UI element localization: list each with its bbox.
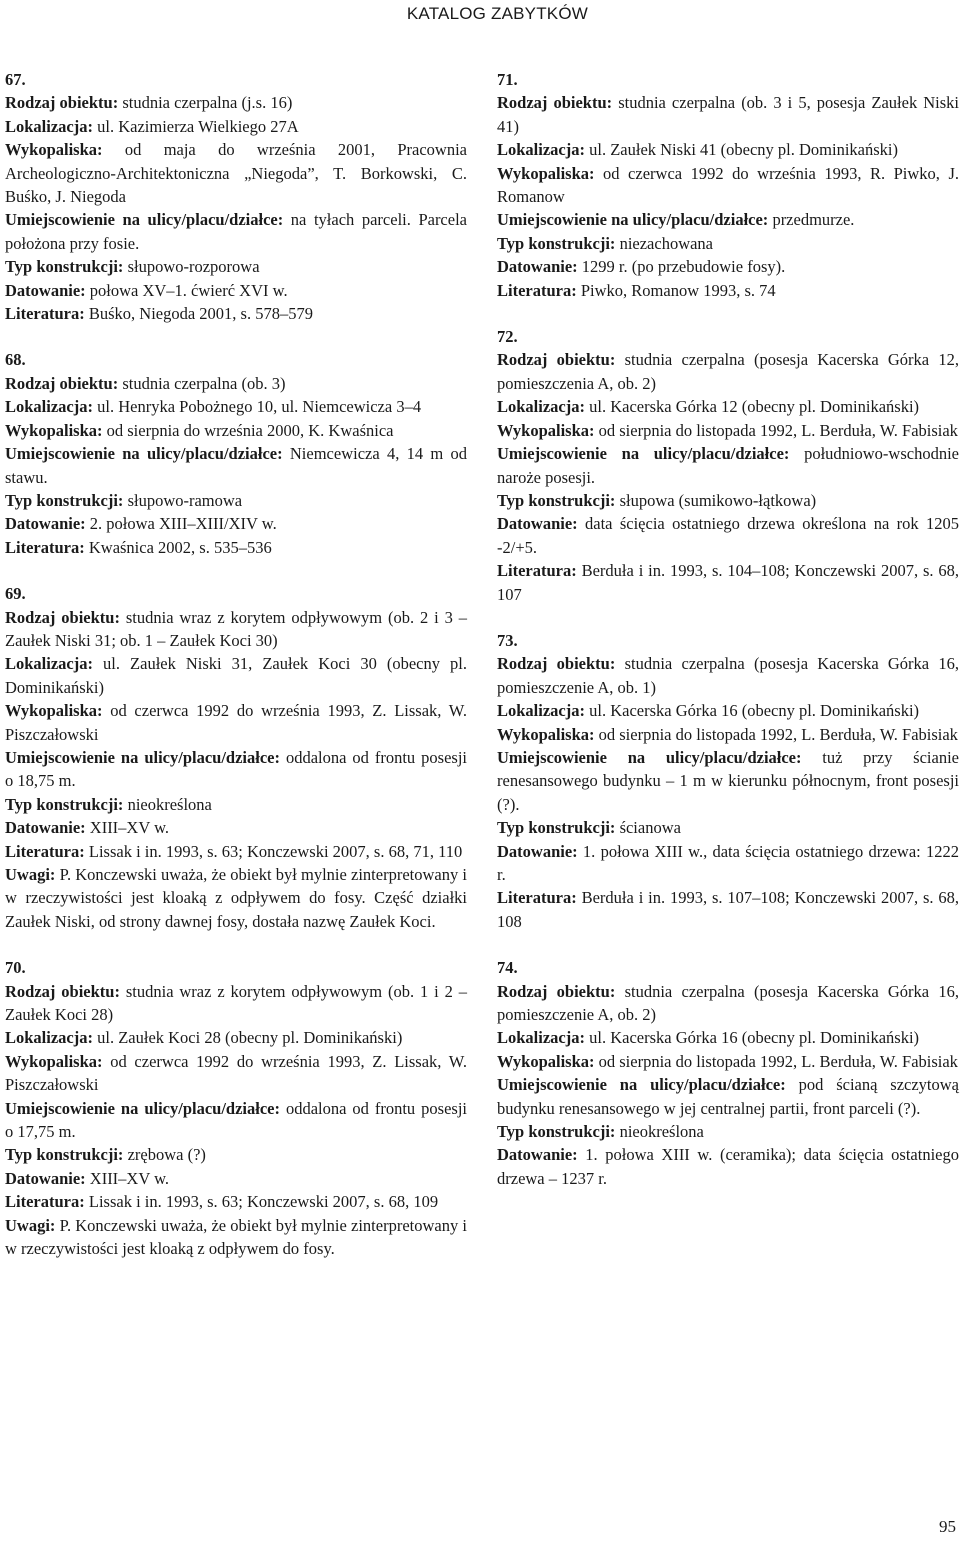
entry-number: 67. [5, 70, 26, 89]
entry-field [497, 232, 959, 255]
entry-field [497, 395, 959, 418]
field-value: Lissak i in. 1993, s. 63; Konczewski 2007, s. 68, 71, 110 [84, 841, 463, 861]
entry-field [497, 1026, 959, 1049]
entry-field [497, 489, 959, 512]
entry-field [497, 840, 959, 887]
field-label: Datowanie: [497, 257, 578, 277]
field-value: zrębowa (?) [123, 1145, 206, 1165]
entry-field [497, 559, 959, 606]
field-value: słupowa (sumikowo-łątkowa) [615, 490, 817, 510]
field-label: Wykopaliska: [497, 1051, 595, 1071]
entry-field [497, 1120, 959, 1143]
field-value: XIII–XV w. [85, 1168, 170, 1188]
field-value: studnia czerpalna (j.s. 16) [118, 93, 293, 113]
field-value: od sierpnia do listopada 1992, L. Berduła, W. Fabisiak [594, 724, 958, 744]
field-value: P. Konczewski uważa, że obiekt był mylnie zinterpretowany i w rzeczywistości jest kloaką z odpływem do fosy. Część działki Zaułek Niski, od strony dawnej fosy, dostała nazwę Zaułek Koci. [5, 865, 467, 931]
entry-field [5, 489, 467, 512]
right-column [497, 68, 959, 1213]
field-label: Datowanie: [497, 841, 578, 861]
entry-field [497, 279, 959, 302]
entry-number: 68. [5, 350, 26, 370]
entry-field [5, 442, 467, 489]
field-label: Datowanie: [5, 818, 86, 838]
field-value: studnia czerpalna (ob. 3 i 5, posesja Zaułek Niski 41) [497, 93, 960, 136]
entry-field [5, 372, 467, 395]
field-value: 1. połowa XIII w., data ścięcia ostatniego drzewa: 1222 r. [497, 841, 959, 884]
entry-field [5, 279, 467, 302]
field-value: nieokreślona [615, 1122, 704, 1142]
entry-field [5, 1214, 467, 1261]
field-value: ul. Zaułek Niski 41 (obecny pl. Dominikański) [585, 140, 898, 160]
field-label: Wykopaliska: [497, 420, 595, 440]
field-value: ul. Kacerska Górka 16 (obecny pl. Dominikański) [585, 1028, 920, 1048]
field-value: tuż przy ścianie renesansowego budynku – 1 m w kierunku północnym, front posesji (?). [497, 747, 959, 814]
field-label: Datowanie: [497, 1145, 578, 1165]
entry-field [5, 1050, 467, 1097]
catalog-entry [497, 956, 959, 1190]
entry-field [497, 348, 959, 395]
entry-field [497, 1050, 959, 1073]
field-label: Lokalizacja: [5, 654, 93, 674]
entry-field [5, 1026, 467, 1049]
field-label: Umiejscowienie na ulicy/placu/działce: [497, 444, 790, 464]
field-label: Uwagi: [5, 865, 56, 884]
catalog-entry [497, 629, 959, 933]
field-label: Umiejscowienie na ulicy/placu/działce: [497, 1075, 786, 1095]
entry-field [497, 255, 959, 278]
field-value: ul. Kacerska Górka 12 (obecny pl. Dominikański) [585, 397, 920, 417]
field-value: Niemcewicza 4, 14 m od stawu. [5, 444, 467, 487]
field-label: Typ konstrukcji: [497, 233, 616, 253]
entry-field [5, 699, 467, 746]
field-label: Lokalizacja: [5, 116, 93, 136]
field-value: ul. Kacerska Górka 16 (obecny pl. Dominikański) [585, 701, 920, 721]
field-value: XIII–XV w. [85, 818, 170, 838]
field-value: od maja do września 2001, Pracownia Archeologiczno-Architektoniczna „Niegoda”, T. Borkowski, C. Buśko, J. Niegoda [5, 140, 467, 207]
entry-field [5, 91, 467, 114]
field-value: przedmurze. [768, 210, 855, 230]
field-value: Piwko, Romanow 1993, s. 74 [576, 280, 776, 300]
field-value: niezachowana [615, 233, 714, 253]
field-value: studnia czerpalna (posesja Kacerska Górka 16, pomieszczenie A, ob. 1) [497, 654, 959, 697]
field-value: studnia czerpalna (posesja Kacerska Górka 12, pomieszczenia A, ob. 2) [497, 350, 959, 393]
entry-field [5, 1097, 467, 1144]
field-value: na tyłach parceli. Parcela położona przy fosie. [5, 210, 467, 253]
field-label: Rodzaj obiektu: [497, 654, 616, 674]
field-label: Literatura: [5, 304, 85, 324]
field-value: studnia wraz z korytem odpływowym (ob. 2 i 3 – Zaułek Niski 31; ob. 1 – Zaułek Koci 30) [5, 607, 467, 650]
entry-field [497, 442, 959, 489]
field-label: Wykopaliska: [5, 1051, 103, 1071]
field-label: Literatura: [5, 537, 85, 557]
catalog-entry [497, 68, 959, 302]
entry-field [5, 512, 467, 535]
field-label: Typ konstrukcji: [497, 490, 616, 510]
entry-field [5, 536, 467, 559]
field-label: Lokalizacja: [497, 1028, 585, 1048]
field-value: od sierpnia do września 2000, K. Kwaśnica [102, 420, 394, 440]
field-label: Rodzaj obiektu: [5, 93, 119, 113]
field-label: Umiejscowienie na ulicy/placu/działce: [5, 747, 280, 767]
field-value: połowa XV–1. ćwierć XVI w. [85, 280, 288, 300]
field-label: Lokalizacja: [497, 140, 585, 160]
field-value: ul. Kazimierza Wielkiego 27A [93, 116, 299, 136]
field-label: Literatura: [5, 841, 85, 861]
field-value: P. Konczewski uważa, że obiekt był mylnie zinterpretowany i w rzeczywistości jest kloaką z odpływem do fosy. [5, 1215, 467, 1259]
field-value: słupowo-rozporowa [123, 257, 260, 277]
entry-number: 73. [497, 630, 518, 650]
entry-field [5, 863, 467, 933]
catalog-entry [5, 956, 467, 1260]
field-label: Typ konstrukcji: [497, 818, 616, 838]
field-value: od czerwca 1992 do września 1993, R. Piwko, J. Romanow [497, 163, 959, 207]
catalog-entry [497, 325, 959, 606]
field-label: Literatura: [5, 1192, 85, 1212]
field-value: ścianowa [615, 818, 681, 838]
entry-number: 70. [5, 958, 26, 978]
entry-field [497, 419, 959, 442]
entry-field [497, 816, 959, 839]
running-header: KATALOG ZABYTKÓW [406, 4, 588, 23]
entry-field [5, 1167, 467, 1190]
entry-number: 69. [5, 584, 26, 604]
field-label: Literatura: [497, 280, 577, 300]
field-label: Umiejscowienie na ulicy/placu/działce: [497, 747, 802, 767]
field-label: Rodzaj obiektu: [497, 350, 616, 370]
field-value: od czerwca 1992 do września 1993, Z. Lissak, W. Piszczałowski [5, 701, 467, 744]
entry-field [497, 746, 959, 816]
field-label: Typ konstrukcji: [497, 1122, 616, 1142]
field-value: studnia wraz z korytem odpływowym (ob. 1 i 2 – Zaułek Koci 28) [5, 981, 467, 1025]
entry-field [5, 840, 467, 863]
entry-field [5, 419, 467, 442]
field-label: Datowanie: [5, 1168, 86, 1188]
entry-field [497, 886, 959, 933]
field-label: Uwagi: [5, 1215, 56, 1235]
entry-field [497, 208, 959, 231]
field-label: Umiejscowienie na ulicy/placu/działce: [5, 444, 283, 464]
catalog-entry [5, 582, 467, 933]
entry-field [5, 138, 467, 208]
field-label: Wykopaliska: [5, 140, 103, 160]
field-label: Wykopaliska: [497, 163, 595, 183]
entry-field [497, 162, 959, 209]
field-label: Literatura: [497, 561, 577, 581]
field-label: Literatura: [497, 888, 577, 908]
field-label: Rodzaj obiektu: [497, 93, 613, 113]
field-label: Rodzaj obiektu: [5, 981, 120, 1001]
field-label: Lokalizacja: [497, 701, 585, 721]
entry-field [5, 395, 467, 418]
field-label: Rodzaj obiektu: [497, 981, 616, 1001]
entry-field [497, 91, 959, 138]
field-label: Rodzaj obiektu: [5, 373, 119, 393]
page-number: 95 [939, 1517, 956, 1536]
entry-field [5, 746, 467, 793]
entry-field [497, 1143, 959, 1190]
entry-field [497, 980, 959, 1027]
field-value: od sierpnia do listopada 1992, L. Berduła, W. Fabisiak [594, 420, 958, 440]
entry-field [497, 699, 959, 722]
entry-field [5, 255, 467, 278]
field-value: studnia czerpalna (ob. 3) [118, 373, 286, 393]
entry-field [497, 723, 959, 746]
entry-number: 72. [497, 327, 518, 347]
field-value: data ścięcia ostatniego drzewa określona na rok 1205 -2/+5. [497, 514, 959, 557]
field-label: Typ konstrukcji: [5, 794, 124, 814]
entry-field [5, 1190, 467, 1213]
field-label: Lokalizacja: [5, 397, 93, 417]
field-value: Berduła i in. 1993, s. 104–108; Konczewski 2007, s. 68, 107 [497, 561, 959, 604]
left-column [5, 68, 467, 1284]
entry-field [497, 1073, 959, 1120]
field-value: od czerwca 1992 do września 1993, Z. Lissak, W. Piszczałowski [5, 1051, 467, 1095]
field-label: Datowanie: [5, 280, 86, 300]
entry-field [5, 302, 467, 325]
field-value: południowo-wschodnie naroże posesji. [497, 444, 959, 487]
entry-field [5, 980, 467, 1027]
field-value: nieokreślona [123, 794, 212, 814]
entry-field [5, 793, 467, 816]
field-value: oddalona od frontu posesji o 17,75 m. [5, 1098, 467, 1142]
entry-field [497, 652, 959, 699]
field-label: Datowanie: [497, 514, 578, 534]
field-value: Lissak i in. 1993, s. 63; Konczewski 2007, s. 68, 109 [84, 1192, 439, 1212]
field-value: 2. połowa XIII–XIII/XIV w. [85, 514, 277, 534]
field-label: Rodzaj obiektu: [5, 607, 120, 627]
field-value: oddalona od frontu posesji o 18,75 m. [5, 747, 467, 791]
field-label: Typ konstrukcji: [5, 490, 124, 510]
field-label: Typ konstrukcji: [5, 1145, 124, 1165]
field-value: 1. połowa XIII w. (ceramika); data ścięcia ostatniego drzewa – 1237 r. [497, 1145, 959, 1188]
entry-field [497, 138, 959, 161]
catalog-entry [5, 348, 467, 559]
field-label: Lokalizacja: [5, 1028, 93, 1048]
catalog-entry [5, 68, 467, 325]
entry-number: 71. [497, 70, 518, 89]
field-value: 1299 r. (po przebudowie fosy). [577, 257, 786, 277]
field-value: pod ścianą szczytową budynku renesansowego w jej centralnej partii, front parceli (?). [497, 1075, 959, 1118]
entry-field [5, 115, 467, 138]
field-label: Umiejscowienie na ulicy/placu/działce: [497, 210, 769, 230]
entry-field [5, 208, 467, 255]
field-label: Wykopaliska: [5, 420, 103, 440]
entry-field [5, 652, 467, 699]
field-value: słupowo-ramowa [123, 490, 243, 510]
field-value: studnia czerpalna (posesja Kacerska Górka 16, pomieszczenie A, ob. 2) [497, 981, 959, 1025]
field-label: Umiejscowienie na ulicy/placu/działce: [5, 210, 284, 230]
field-value: Berduła i in. 1993, s. 107–108; Konczewski 2007, s. 68, 108 [497, 888, 959, 931]
field-value: Buśko, Niegoda 2001, s. 578–579 [84, 304, 313, 324]
field-label: Wykopaliska: [5, 701, 103, 721]
field-value: od sierpnia do listopada 1992, L. Berduła, W. Fabisiak [594, 1051, 958, 1071]
field-label: Umiejscowienie na ulicy/placu/działce: [5, 1098, 280, 1118]
field-value: ul. Zaułek Niski 31, Zaułek Koci 30 (obecny pl. Dominikański) [5, 654, 467, 697]
entry-number: 74. [497, 958, 518, 978]
field-label: Typ konstrukcji: [5, 257, 124, 277]
entry-field [5, 1143, 467, 1166]
field-value: Kwaśnica 2002, s. 535–536 [84, 537, 272, 557]
entry-field [5, 816, 467, 839]
entry-field [5, 606, 467, 653]
entry-field [497, 512, 959, 559]
field-label: Datowanie: [5, 514, 86, 534]
field-label: Lokalizacja: [497, 397, 585, 417]
field-value: ul. Zaułek Koci 28 (obecny pl. Dominikański) [93, 1028, 403, 1048]
field-value: ul. Henryka Pobożnego 10, ul. Niemcewicza 3–4 [93, 397, 422, 417]
field-label: Wykopaliska: [497, 724, 595, 744]
